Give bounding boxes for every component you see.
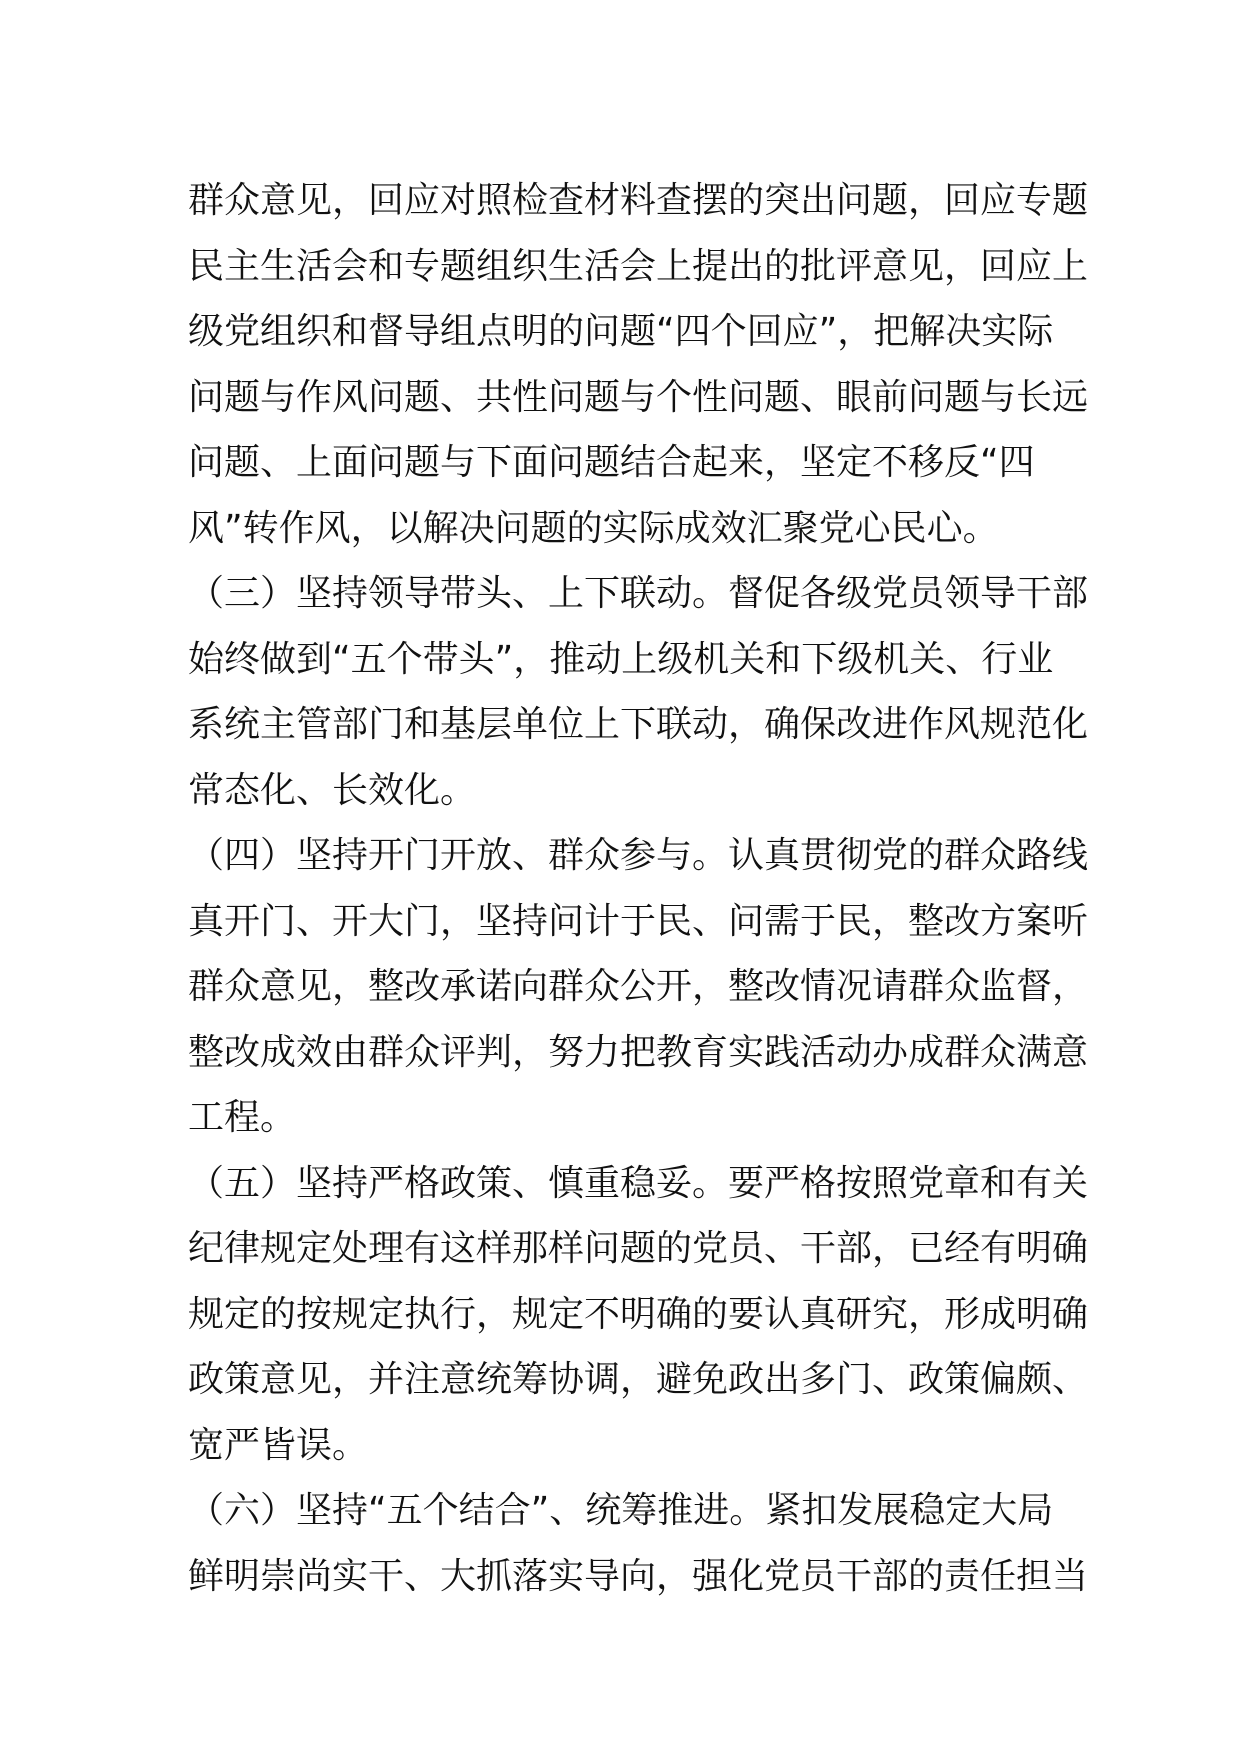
text-line: 真开门、开大门，坚持问计于民、问需于民，整改方案听 [188,900,1089,942]
text-line: 系统主管部门和基层单位上下联动，确保改进作风规范化 [188,704,1089,745]
text-line: 宽严皆误。 [188,1424,369,1466]
body-text [188,168,1089,1609]
text-line: 问题与作风问题、共性问题与个性问题、眼前问题与长远 [188,376,1089,418]
text-line: 民主生活会和专题组织生活会上提出的批评意见，回应上 [188,245,1089,287]
section-heading-4-line: （四）坚持开门开放、群众参与。认真贯彻党的群众路线 [188,835,1089,876]
section-heading-3-line: （三）坚持领导带头、上下联动。督促各级党员领导干部 [188,573,1089,614]
section-heading-6-line: （六）坚持“五个结合”、统筹推进。紧扣发展稳定大局 [188,1490,1054,1531]
text-line: 群众意见，回应对照检查材料查摆的突出问题，回应专题 [188,180,1089,221]
text-line: 政策意见，并注意统筹协调，避免政出多门、政策偏颇、 [188,1359,1089,1400]
text-line: 工程。 [188,1097,297,1138]
text-line: 始终做到“五个带头”，推动上级机关和下级机关、行业 [188,638,1054,680]
text-line: 整改成效由群众评判，努力把教育实践活动办成群众满意 [188,1031,1089,1073]
text-line: 纪律规定处理有这样那样问题的党员、干部，已经有明确 [188,1228,1089,1269]
text-line: 鲜明崇尚实干、大抓落实导向，强化党员干部的责任担当 [188,1555,1089,1597]
text-line: 问题、上面问题与下面问题结合起来，坚定不移反“四 [188,442,1035,483]
text-line: 规定的按规定执行，规定不明确的要认真研究，形成明确 [188,1293,1089,1335]
text-line: 级党组织和督导组点明的问题“四个回应”，把解决实际 [188,311,1054,352]
text-line: 常态化、长效化。 [188,769,477,811]
text-line: 风”转作风，以解决问题的实际成效汇聚党心民心。 [188,507,999,549]
text-line: 群众意见，整改承诺向群众公开，整改情况请群众监督， [188,966,1089,1007]
section-heading-5-line: （五）坚持严格政策、慎重稳妥。要严格按照党章和有关 [188,1162,1089,1204]
